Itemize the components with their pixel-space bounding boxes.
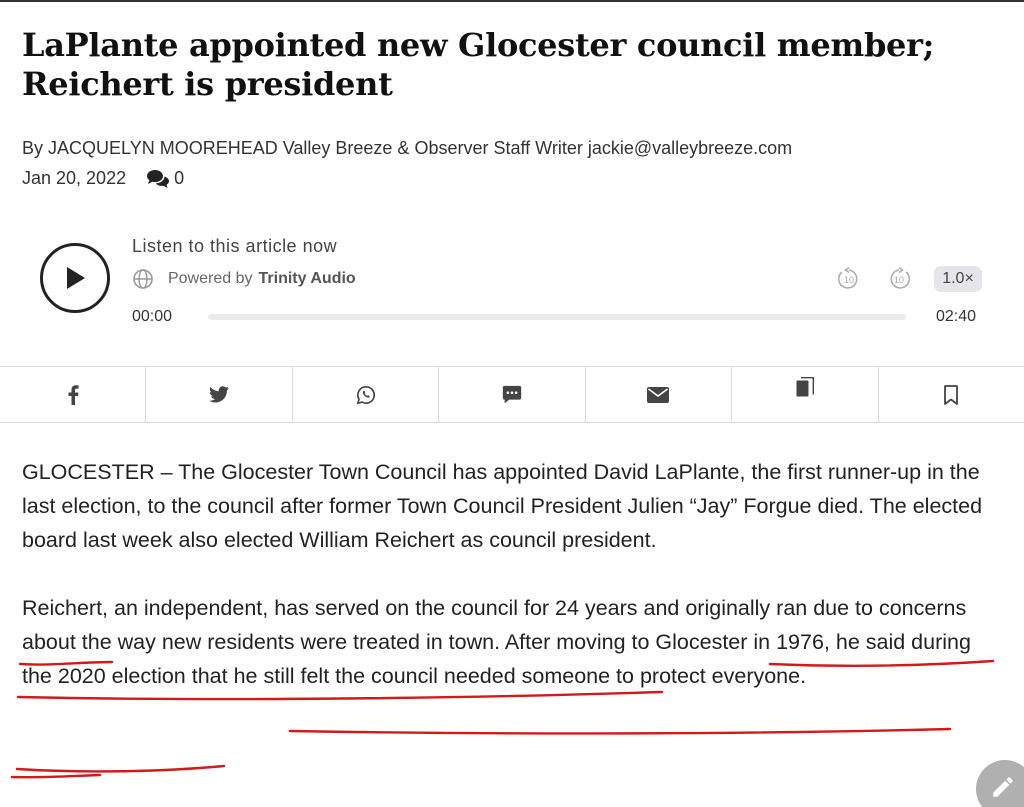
comment-count: 0 xyxy=(174,168,185,188)
facebook-icon xyxy=(67,385,79,405)
svg-text:10: 10 xyxy=(843,275,855,285)
comments-icon xyxy=(146,169,170,189)
copy-link-icon xyxy=(796,377,814,399)
globe-icon xyxy=(132,268,154,290)
forward-10-button[interactable] xyxy=(886,266,912,297)
article-paragraph-1: GLOCESTER – The Glocester Town Council has appointed David LaPlante, the first runner-up in the last election, to the council after former Town Council President Julien “Jay” Forgue died. The elected board last week also elected William Reichert as council president. xyxy=(22,460,983,552)
underline-protect-everyone xyxy=(17,766,224,771)
play-button[interactable] xyxy=(40,243,110,313)
share-sms-button[interactable] xyxy=(439,367,585,422)
duration: 02:40 xyxy=(936,308,977,325)
audio-player xyxy=(0,228,1024,338)
audio-title: Listen to this article now xyxy=(132,236,338,256)
article-byline: By JACQUELYN MOOREHEAD Valley Breeze & Observer Staff Writer jackie@valleybreeze.com xyxy=(22,138,793,158)
share-twitter-button[interactable] xyxy=(146,367,292,422)
forward-10-icon xyxy=(886,266,912,292)
email-icon xyxy=(647,387,669,403)
comments-link[interactable] xyxy=(146,168,184,189)
play-icon xyxy=(63,265,87,291)
share-email-button[interactable] xyxy=(586,367,732,422)
article-meta xyxy=(22,168,184,189)
article-paragraph-2: Reichert, an independent, has served on the council for 24 years and originally ran due to concerns about the way new residents were treated in town. After moving to Glocester in 1976, he said during the 2020 election that he still felt the council needed someone to protect everyone. xyxy=(22,596,971,688)
article-date: Jan 20, 2022 xyxy=(22,168,127,188)
progress-track[interactable] xyxy=(208,314,906,320)
underline-protect-extra xyxy=(12,775,100,777)
bookmark-button[interactable] xyxy=(879,367,1024,422)
whatsapp-icon xyxy=(356,385,376,405)
powered-by xyxy=(132,268,356,290)
rewind-10-icon xyxy=(836,266,862,292)
edit-fab-button[interactable] xyxy=(976,760,1024,807)
bookmark-icon xyxy=(943,385,959,405)
trinity-audio-link[interactable]: Trinity Audio xyxy=(258,270,356,287)
underline-2020-election xyxy=(290,729,950,733)
copy-link-button[interactable] xyxy=(732,367,878,422)
top-rule xyxy=(0,0,1024,2)
article-body xyxy=(22,455,997,727)
playback-speed-button[interactable]: 1.0× xyxy=(934,266,982,292)
pencil-icon xyxy=(990,774,1016,800)
svg-text:10: 10 xyxy=(893,275,905,285)
share-facebook-button[interactable] xyxy=(0,367,146,422)
twitter-icon xyxy=(209,386,229,403)
share-whatsapp-button[interactable] xyxy=(293,367,439,422)
share-bar xyxy=(0,366,1024,423)
sms-icon xyxy=(501,384,523,406)
rewind-10-button[interactable] xyxy=(836,266,862,297)
powered-by-label: Powered by xyxy=(168,270,253,287)
current-time: 00:00 xyxy=(132,308,173,325)
article-headline: LaPlante appointed new Glocester council member; Reichert is president xyxy=(22,26,935,103)
